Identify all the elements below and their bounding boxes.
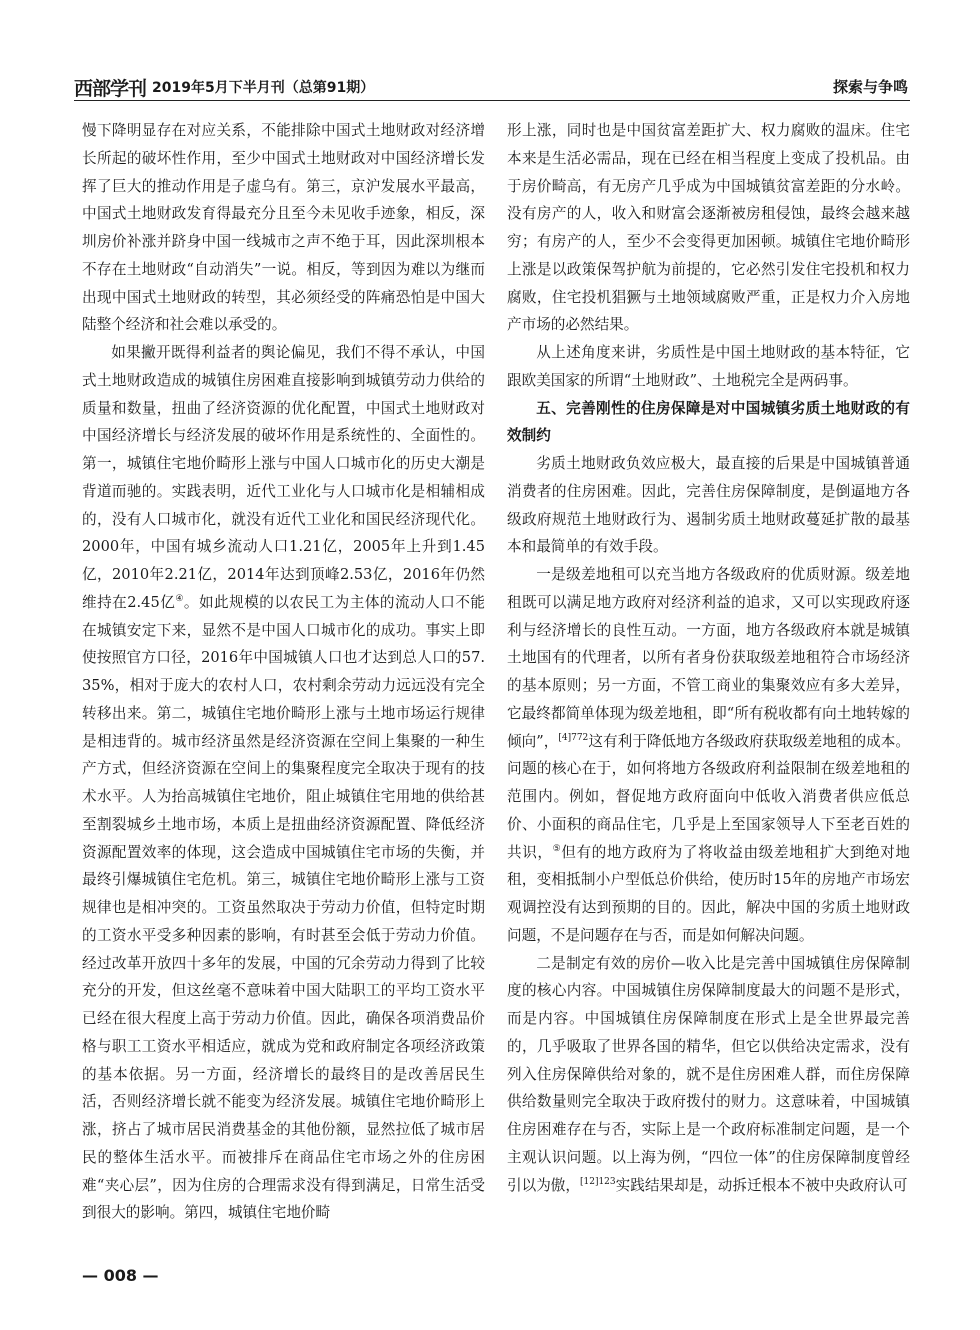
paragraph-text: 。如此规模的以农民工为主体的流动人口不能在城镇安定下来，显然不是中国人口城市化的成功。事实上即使按照官方口径，2016年中国城镇人口也才达到总人口的57.35%，相对于庞大的农村人口，农村剩余劳动力远远没有完全转移出来。第二，城镇住宅地价畸形上涨与土地市场运行规律是相违背的。城市经济虽然是经济资源在空间上集聚的一种生产方式，但经济资源在空间上的集聚程度完全取决于现有的技术水平。人为抬高城镇住宅地价，阻止城镇住宅用地的供给甚至割裂城乡土地市场，本质上是扭曲经济资源配置、降低经济资源配置效率的体现，这会造成中国城镇住宅市场的失衡，并最终引爆城镇住宅危机。第三，城镇住宅地价畸形上涨与工资规律也是相冲突的。工资虽然取决于劳动力价值，但特定时期的工资水平受多种因素的影响，有时甚至会低于劳动力价值。经过改革开放四十多年的发展，中国的冗余劳动力得到了比较充分的开发，但这丝毫不意味着中国大陆职工的平均工资水平已经在很大程度上高于劳动力价值。因此，确保各项消费品价格与职工工资水平相适应，就成为党和政府制定各项经济政策的基本依据。另一方面，经济增长的最终目的是改善居民生活，否则经济增长就不能变为经济发展。城镇住宅地价畸形上涨，挤占了城市居民消费基金的其他份额，显然拉低了城市居民的整体生活水平。而被排斥在商品住宅市场之外的住房困难“夹心层”，因为住房的合理需求没有得到满足，日常生活受到很大的影响。第四，城镇住宅地价畸: [82, 593, 485, 1222]
paragraph: 从上述角度来讲，劣质性是中国土地财政的基本特征，它跟欧美国家的所谓“土地财政”、土地税完全是两码事。: [507, 344, 910, 389]
paragraph-text: 但有的地方政府为了将收益由级差地租扩大到绝对地租，变相抵制小户型低总价供给，使历时15年的房地产市场宏观调控没有达到预期的目的。因此，解决中国的劣质土地财政问题，不是问题存在与否，而是如何解决问题。: [507, 843, 910, 944]
section-heading: 五、完善刚性的住房保障是对中国城镇劣质土地财政的有效制约: [507, 399, 910, 445]
journal-logo: 西部学刊: [74, 78, 147, 100]
section-title: 探索与争鸣: [832, 78, 908, 96]
issue-info: 2019年5月下半月刊（总第91期）: [152, 80, 375, 96]
left-column: [82, 117, 485, 1227]
paragraph: 劣质土地财政负效应极大，最直接的后果是中国城镇普通消费者的住房困难。因此，完善住房保障制度，是倒逼地方各级政府规范土地财政行为、遏制劣质土地财政蔓延扩散的最基本和最简单的有效手段。: [507, 455, 910, 556]
header-rule: [74, 100, 910, 101]
footnote-marker: ④: [175, 593, 184, 604]
footnote-marker: ⑤: [552, 843, 562, 854]
paragraph: [82, 339, 485, 1227]
paragraph-text: 这有利于降低地方各级政府获取级差地租的成本。问题的核心在于，如何将地方各级政府利益限制在级差地租的范围内。例如，督促地方政府面向中低收入消费者供应低总价、小面积的商品住宅，几乎是上至国家领导人下至老百姓的共识，: [507, 732, 910, 861]
page-number: — 008 —: [82, 1266, 159, 1285]
running-header: [74, 74, 910, 98]
paragraph-text: 如果撇开既得利益者的舆论偏见，我们不得不承认，中国式土地财政造成的城镇住房困难直接影响到城镇劳动力供给的质量和数量，扭曲了经济资源的优化配置，中国式土地财政对中国经济增长与经济发展的破坏作用是系统性的、全面性的。第一，城镇住宅地价畸形上涨与中国人口城市化的历史大潮是背道而驰的。实践表明，近代工业化与人口城市化是相辅相成的，没有人口城市化，就没有近代工业化和国民经济现代化。2000年，中国有城乡流动人口1.21亿，2005年上升到1.45亿，2010年2.21亿，2014年达到顶峰2.53亿，2016年仍然维持在2.45亿: [82, 344, 485, 611]
paragraph: 慢下降明显存在对应关系，不能排除中国式土地财政对经济增长所起的破坏性作用，至少中国式土地财政对中国经济增长发挥了巨大的推动作用是子虚乌有。第三，京沪发展水平最高，中国式土地财政发育得最充分且至今未见收手迹象，相反，深圳房价补涨并跻身中国一线城市之声不绝于耳，因此深圳根本不存在土地财政“自动消失”一说。相反，等到因为难以为继而出现中国式土地财政的转型，其必须经受的阵痛恐怕是中国大陆整个经济和社会难以承受的。: [82, 122, 485, 334]
paragraph: [507, 561, 910, 950]
right-column: [507, 117, 910, 1199]
citation-marker: [4]772: [558, 732, 589, 743]
paragraph-text: 实践结果却是，动拆迁根本不被中央政府认可: [615, 1176, 908, 1194]
paragraph: 形上涨，同时也是中国贫富差距扩大、权力腐败的温床。住宅本来是生活必需品，现在已经在相当程度上变成了投机品。由于房价畸高，有无房产几乎成为中国城镇贫富差距的分水岭。没有房产的人，收入和财富会逐渐被房租侵蚀，最终会越来越穷；有房产的人，至少不会变得更加困顿。城镇住宅地价畸形上涨是以政策保驾护航为前提的，它必然引发住宅投机和权力腐败，住宅投机猖獗与土地领域腐败严重，正是权力介入房地产市场的必然结果。: [507, 122, 910, 334]
paragraph-text: 一是级差地租可以充当地方各级政府的优质财源。级差地租既可以满足地方政府对经济利益的追求，又可以实现政府逐利与经济增长的良性互动。一方面，地方各级政府本就是城镇土地国有的代理者，以所有者身份获取级差地租符合市场经济的基本原则；另一方面，不管工商业的集聚效应有多大差异，它最终都简单体现为级差地租，即“所有税收都有向土地转嫁的倾向”，: [507, 566, 910, 750]
paragraph-text: 二是制定有效的房价—收入比是完善中国城镇住房保障制度的核心内容。中国城镇住房保障制度最大的问题不是形式，而是内容。中国城镇住房保障制度在形式上是全世界最完善的，几乎吸取了世界各国的精华，但它以供给决定需求，没有列入住房保障供给对象的，就不是住房困难人群，而住房保障供给数量则完全取决于政府拨付的财力。这意味着，中国城镇住房困难存在与否，实际上是一个政府标准制定问题，是一个主观认识问题。以上海为例，“四位一体”的住房保障制度曾经引以为傲，: [507, 954, 910, 1194]
paragraph: [507, 950, 910, 1200]
citation-marker: [12]123: [579, 1176, 616, 1187]
